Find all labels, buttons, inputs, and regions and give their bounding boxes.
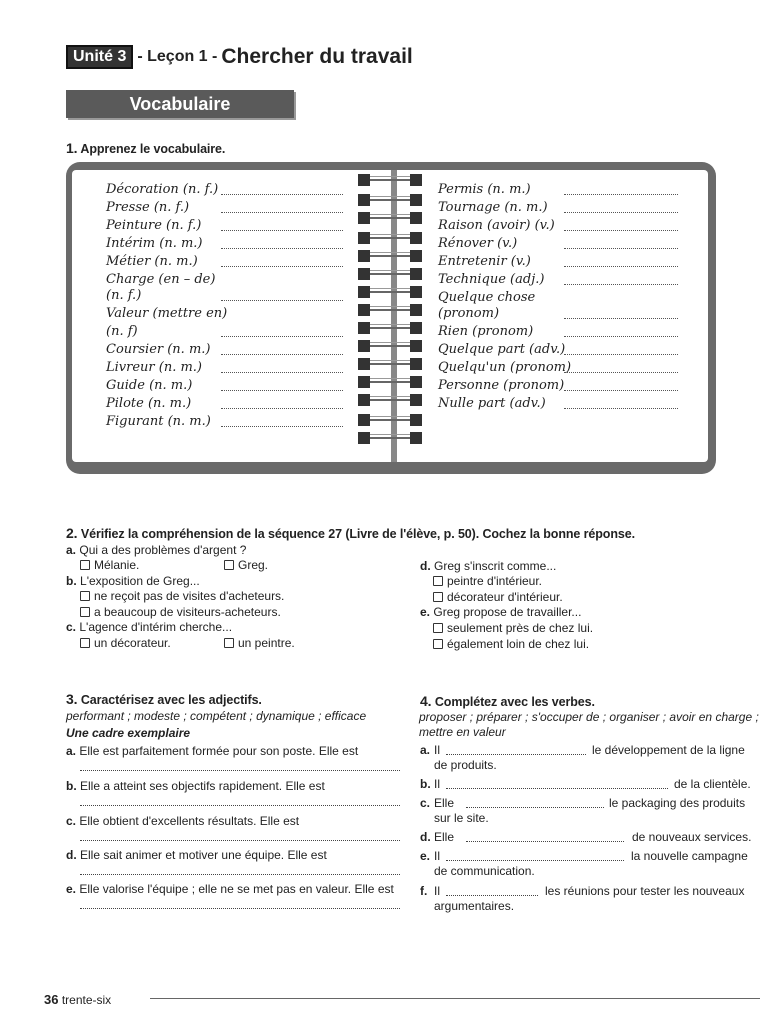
spiral-ring: [358, 394, 422, 406]
answer-line[interactable]: [221, 408, 343, 409]
vocab-word: Tournage (n. m.): [438, 200, 548, 215]
answer-line[interactable]: [221, 354, 343, 355]
checkbox[interactable]: [433, 623, 443, 633]
answer-line[interactable]: [80, 770, 400, 771]
spiral-ring: [358, 212, 422, 224]
answer-line[interactable]: [446, 754, 586, 755]
ex2-e-option-2[interactable]: également loin de chez lui.: [433, 637, 589, 652]
ex4-instruction: Complétez avec les verbes.: [434, 695, 595, 709]
ex2-instruction: Vérifiez la compréhension de la séquence 27 (Livre de l'élève, p. 50). Cochez la bonne réponse.: [80, 527, 635, 541]
answer-line[interactable]: [221, 426, 343, 427]
ex2-a-option-1[interactable]: Mélanie.: [80, 558, 139, 573]
spiral-ring: [358, 174, 422, 186]
ex3-item: d. Elle sait animer et motiver une équipe. Elle est: [66, 848, 327, 862]
page-header: [66, 44, 413, 70]
spiral-ring: [358, 194, 422, 206]
answer-line[interactable]: [564, 372, 678, 373]
ex2-b-option-2[interactable]: a beaucoup de visiteurs-acheteurs.: [80, 605, 281, 620]
answer-line[interactable]: [221, 230, 343, 231]
spiral-ring: [358, 432, 422, 444]
ex4-title: [420, 693, 595, 709]
answer-line[interactable]: [564, 390, 678, 391]
ex4-item-letter: c.: [420, 796, 431, 810]
vocab-word: Entretenir (v.): [438, 254, 531, 269]
ex4-item-text: le packaging des produits: [609, 796, 746, 810]
ex1-title: [66, 140, 225, 156]
ex3-title: [66, 691, 262, 707]
answer-line[interactable]: [466, 841, 624, 842]
ex3-word-bank: performant ; modeste ; compétent ; dynamique ; efficace: [66, 709, 367, 723]
footer-rule: [150, 998, 760, 999]
vocab-word: Presse (n. f.): [106, 200, 190, 215]
ex4-item-text: de nouveaux services.: [632, 830, 752, 844]
ex2-b-option-1[interactable]: ne reçoit pas de visites d'acheteurs.: [80, 589, 284, 604]
checkbox[interactable]: [433, 592, 443, 602]
ex2-question-a: a. Qui a des problèmes d'argent ?: [66, 543, 247, 557]
ex4-item-subject: Il: [434, 777, 440, 791]
ex2-c-option-1[interactable]: un décorateur.: [80, 636, 171, 651]
answer-line[interactable]: [80, 874, 400, 875]
spiral-ring: [358, 358, 422, 370]
vocab-word: (n. f): [106, 324, 138, 339]
checkbox[interactable]: [80, 591, 90, 601]
vocab-word: Rénover (v.): [438, 236, 518, 251]
ex4-item-subject: Il: [434, 849, 440, 863]
checkbox[interactable]: [224, 560, 234, 570]
page-footer: [44, 992, 111, 1007]
ex4-item-text: la nouvelle campagne: [631, 849, 748, 863]
answer-line[interactable]: [446, 860, 624, 861]
spiral-ring: [358, 376, 422, 388]
answer-line[interactable]: [221, 336, 343, 337]
checkbox[interactable]: [224, 638, 234, 648]
answer-line[interactable]: [80, 805, 400, 806]
ex2-d-option-2[interactable]: décorateur d'intérieur.: [433, 590, 563, 605]
vocab-word: Figurant (n. m.): [106, 414, 211, 429]
ex3-item: e. Elle valorise l'équipe ; elle ne se met pas en valeur. Elle est: [66, 882, 394, 896]
ex4-item-letter: e.: [420, 849, 431, 863]
ex4-word-bank-line-2: mettre en valeur: [419, 725, 506, 739]
ex4-item-subject: Il: [434, 884, 440, 898]
ex3-item: b. Elle a atteint ses objectifs rapidement. Elle est: [66, 779, 325, 793]
answer-line[interactable]: [564, 354, 678, 355]
checkbox[interactable]: [80, 560, 90, 570]
answer-line[interactable]: [564, 284, 678, 285]
answer-line[interactable]: [466, 807, 604, 808]
spiral-ring: [358, 232, 422, 244]
ex2-e-option-1[interactable]: seulement près de chez lui.: [433, 621, 593, 636]
answer-line[interactable]: [221, 212, 343, 213]
page-title: Chercher du travail: [221, 45, 413, 68]
ex2-question-b: b. L'exposition de Greg...: [66, 574, 200, 588]
answer-line[interactable]: [564, 336, 678, 337]
vocab-word: Valeur (mettre en): [106, 306, 228, 321]
vocab-word: Raison (avoir) (v.): [438, 218, 555, 233]
answer-line[interactable]: [221, 300, 343, 301]
ex4-item-subject: Elle: [434, 796, 455, 810]
unit-badge: Unité 3: [66, 45, 133, 69]
ex4-item-continuation: de communication.: [434, 864, 535, 878]
ex3-instruction: Caractérisez avec les adjectifs.: [80, 693, 262, 707]
lesson-label: - Leçon 1 -: [137, 48, 218, 65]
vocab-word: (pronom): [438, 306, 500, 321]
checkbox[interactable]: [80, 607, 90, 617]
ex3-item: c. Elle obtient d'excellents résultats. Elle est: [66, 814, 300, 828]
vocab-word: Guide (n. m.): [106, 378, 193, 393]
ex4-item-subject: Il: [434, 743, 440, 757]
ex4-item-text: les réunions pour tester les nouveaux: [545, 884, 745, 898]
ex4-item-continuation: de produits.: [434, 758, 497, 772]
vocab-word: (n. f.): [106, 288, 142, 303]
ex4-item-letter: f.: [420, 884, 428, 898]
answer-line[interactable]: [446, 788, 668, 789]
vocab-word: Coursier (n. m.): [106, 342, 211, 357]
vocab-word: Charge (en – de): [106, 272, 216, 287]
answer-line[interactable]: [80, 840, 400, 841]
ex4-item-letter: a.: [420, 743, 431, 757]
vocabulary-notebook: [66, 162, 716, 474]
vocab-word: Rien (pronom): [438, 324, 534, 339]
ex1-number: 1.: [66, 140, 78, 156]
vocab-word: Nulle part (adv.): [438, 396, 546, 411]
vocab-word: Quelqu'un (pronom): [438, 360, 572, 375]
spiral-ring: [358, 414, 422, 426]
answer-line[interactable]: [446, 895, 538, 896]
answer-line[interactable]: [564, 408, 678, 409]
answer-line[interactable]: [221, 266, 343, 267]
ex2-number: 2.: [66, 525, 78, 541]
spiral-ring: [358, 268, 422, 280]
ex3-number: 3.: [66, 691, 78, 707]
ex2-c-option-2[interactable]: un peintre.: [224, 636, 295, 651]
spiral-ring: [358, 286, 422, 298]
answer-line[interactable]: [564, 248, 678, 249]
ex2-a-option-2[interactable]: Greg.: [224, 558, 268, 573]
vocab-word: Permis (n. m.): [438, 182, 531, 197]
ex4-item-letter: d.: [420, 830, 431, 844]
answer-line[interactable]: [564, 266, 678, 267]
ex2-question-d: d. Greg s'inscrit comme...: [420, 559, 557, 573]
checkbox[interactable]: [80, 638, 90, 648]
ex4-item-subject: Elle: [434, 830, 455, 844]
spiral-ring: [358, 250, 422, 262]
ex4-item-letter: b.: [420, 777, 431, 791]
ex4-word-bank-line-1: proposer ; préparer ; s'occuper de ; organiser ; avoir en charge ;: [419, 710, 759, 724]
answer-line[interactable]: [221, 372, 343, 373]
ex2-question-e: e. Greg propose de travailler...: [420, 605, 582, 619]
answer-line[interactable]: [564, 318, 678, 319]
vocab-word: Technique (adj.): [438, 272, 545, 287]
vocab-word: Quelque chose: [438, 290, 536, 305]
section-banner: Vocabulaire: [66, 90, 294, 118]
ex4-item-text: le développement de la ligne: [592, 743, 745, 757]
vocab-word: Livreur (n. m.): [106, 360, 203, 375]
ex2-title: [66, 525, 635, 541]
answer-line[interactable]: [221, 194, 343, 195]
answer-line[interactable]: [80, 908, 400, 909]
vocab-word: Métier (n. m.): [106, 254, 198, 269]
vocab-word: Décoration (n. f.): [106, 182, 219, 197]
ex4-item-text: de la clientèle.: [674, 777, 751, 791]
ex1-instruction: Apprenez le vocabulaire.: [80, 142, 226, 156]
spiral-ring: [358, 304, 422, 316]
answer-line[interactable]: [221, 390, 343, 391]
vocab-word: Intérim (n. m.): [106, 236, 203, 251]
ex4-item-continuation: sur le site.: [434, 811, 489, 825]
page-number: 36: [44, 992, 59, 1007]
checkbox[interactable]: [433, 576, 443, 586]
vocab-word: Peinture (n. f.): [106, 218, 202, 233]
vocab-word: Personne (pronom): [438, 378, 565, 393]
ex4-number: 4.: [420, 693, 432, 709]
answer-line[interactable]: [564, 230, 678, 231]
answer-line[interactable]: [221, 248, 343, 249]
checkbox[interactable]: [433, 639, 443, 649]
ex2-question-c: c. L'agence d'intérim cherche...: [66, 620, 233, 634]
page-number-word: trente-six: [61, 993, 112, 1007]
answer-line[interactable]: [564, 194, 678, 195]
ex2-d-option-1[interactable]: peintre d'intérieur.: [433, 574, 542, 589]
ex3-item: a. Elle est parfaitement formée pour son poste. Elle est: [66, 744, 359, 758]
vocab-word: Pilote (n. m.): [106, 396, 192, 411]
vocab-word: Quelque part (adv.): [438, 342, 566, 357]
ex3-example: Une cadre exemplaire: [66, 726, 191, 740]
answer-line[interactable]: [564, 212, 678, 213]
ex4-item-continuation: argumentaires.: [434, 899, 515, 913]
spiral-ring: [358, 322, 422, 334]
spiral-ring: [358, 340, 422, 352]
